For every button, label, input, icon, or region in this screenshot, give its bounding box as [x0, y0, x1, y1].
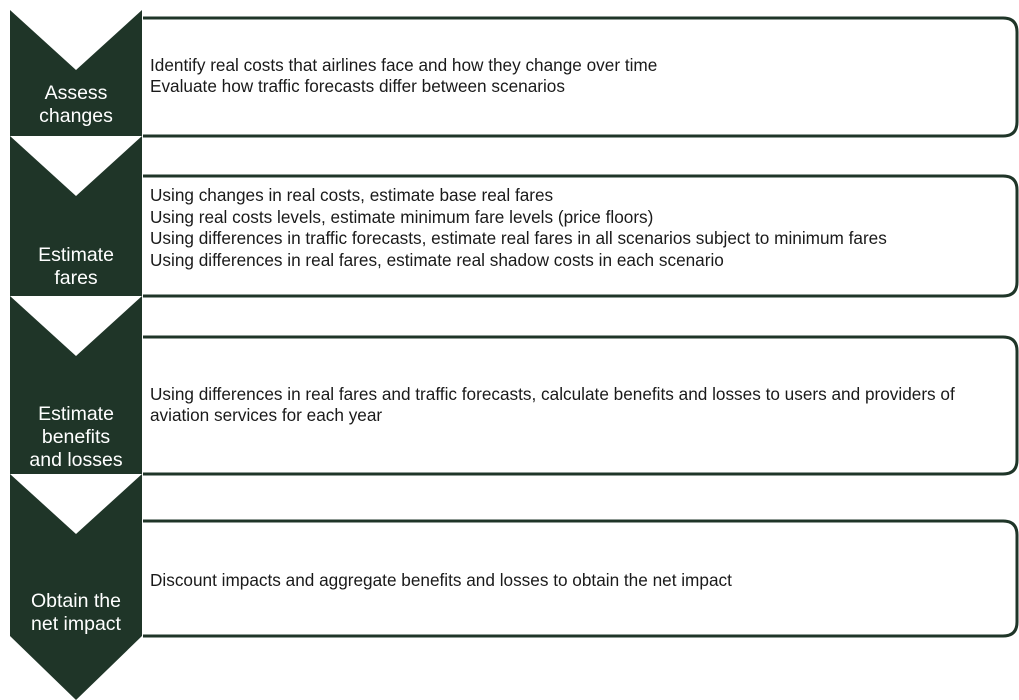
step-2-line: Using differences in traffic forecasts, estimate real fares in all scenarios subject to minimum fares — [150, 228, 887, 248]
step-1-label: Assess changes — [39, 82, 113, 127]
step-1-line: Evaluate how traffic forecasts differ between scenarios — [150, 75, 565, 96]
step-2-text — [150, 185, 1018, 271]
step-2-line: Using changes in real costs, estimate base real fares — [150, 185, 554, 205]
step-2-label: Estimate fares — [38, 244, 114, 289]
step-3-line: Using differences in real fares and traffic forecasts, calculate benefits and losses to users and providers of aviation services for each year — [150, 384, 955, 425]
step-1-text — [150, 55, 1018, 96]
step-4-line: Discount impacts and aggregate benefits and losses to obtain the net impact — [150, 570, 732, 590]
step-2-line: Using differences in real fares, estimate real shadow costs in each scenario — [150, 249, 724, 270]
step-2-line: Using real costs levels, estimate minimum fare levels (price floors) — [150, 206, 654, 227]
step-4-text — [150, 570, 1018, 591]
step-3-label: Estimate benefits and losses — [29, 403, 123, 471]
step-1-line: Identify real costs that airlines face and how they change over time — [150, 55, 658, 75]
step-3-text — [150, 384, 1000, 425]
final-arrow-tip — [10, 636, 142, 700]
step-4-label: Obtain the net impact — [31, 590, 121, 635]
